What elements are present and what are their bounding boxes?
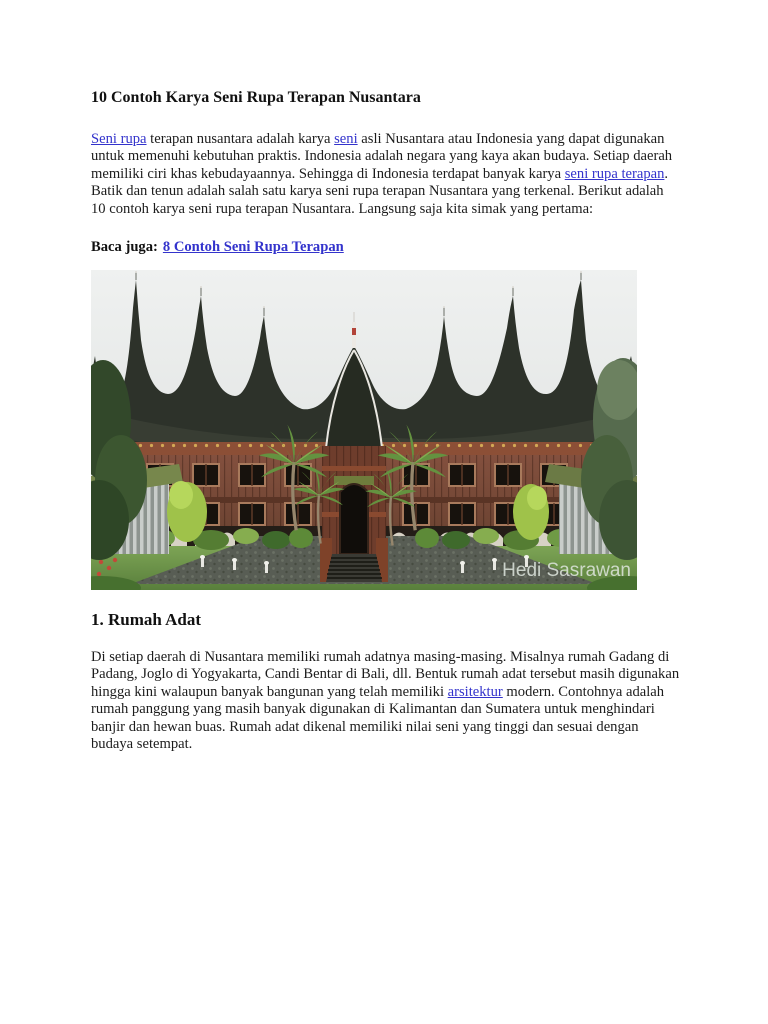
text-run: modern. Contohnya adalah rumah panggung yang masih banyak digunakan di Kalimantan dan Sumatera untuk menghindari banjir dan hewan buas. Rumah adat dikenal memiliki nilai seni yang tinggi dan sesuai dengan budaya setempat. — [91, 683, 665, 753]
inline-link[interactable]: seni rupa terapan — [564, 165, 665, 182]
intro-paragraph — [91, 131, 681, 218]
inline-link[interactable]: arsitektur — [447, 683, 503, 700]
text-run: . Batik dan tenun adalah salah satu karya seni rupa terapan Nusantara yang terkenal. Berikut adalah 10 contoh karya seni rupa terapan Nusantara. Langsung saja kita simak yang pertama: — [91, 165, 669, 217]
baca-juga-row — [91, 239, 681, 256]
section-heading: 1. Rumah Adat — [91, 610, 202, 630]
rumah-gadang-photo — [91, 270, 637, 590]
baca-juga-label: Baca juga: — [91, 239, 158, 256]
text-run: Di setiap daerah di Nusantara memiliki rumah adatnya masing-masing. Misalnya rumah Gadang di Padang, Joglo di Yogyakarta, Candi Bentar di Bali, dll. Bentuk rumah adat tersebut masih digunakan hingga kini walaupun banyak bangunan yang telah memiliki — [91, 649, 680, 700]
article-title: 10 Contoh Karya Seni Rupa Terapan Nusantara — [91, 89, 421, 106]
inline-link[interactable]: seni — [334, 131, 358, 147]
inline-link[interactable]: Seni rupa — [91, 131, 147, 147]
article-image — [91, 270, 637, 590]
section-paragraph — [91, 649, 681, 753]
baca-juga-link[interactable]: 8 Contoh Seni Rupa Terapan — [162, 239, 344, 256]
document-page — [91, 88, 681, 753]
text-run: asli Nusantara atau Indonesia yang dapat digunakan untuk memenuhi kebutuhan praktis. Indonesia adalah negara yang kaya akan budaya. Setiap daerah memiliki ciri khas kebudayaannya. Sehingga di Indonesia terdapat banyak karya — [91, 131, 673, 182]
text-run: terapan nusantara adalah karya — [146, 131, 335, 147]
photo-watermark: Hedi Sasrawan — [502, 560, 631, 582]
